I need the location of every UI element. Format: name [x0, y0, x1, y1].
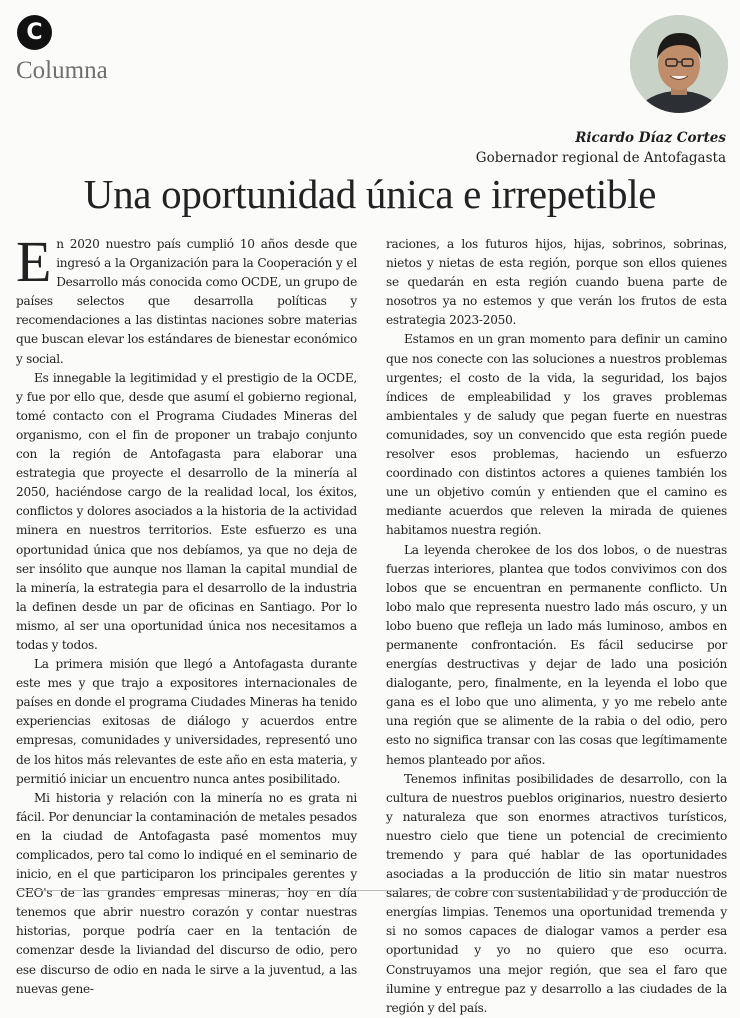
paragraph-text: n 2020 nuestro país cumplió 10 años desde que ingresó a la Organización para la Cooperación y el Desarrollo más conocida como OCDE, un grupo de países selectos que desarrolla políticas y recomendaciones a las distintas naciones sobre materias que buscan elevar los estándares de bienestar económico y social. — [16, 237, 357, 366]
column-badge-letter: C — [26, 20, 43, 45]
article-paragraph — [16, 229, 357, 369]
section-label: Columna — [16, 57, 108, 84]
author-portrait-icon — [630, 15, 728, 113]
article-paragraph: La primera misión que llegó a Antofagasta durante este mes y que trajo a expositores internacionales de países en donde el programa Ciudades Mineras ha tenido experiencias exitosas de diálogo y acuerdos entre empresas, comunidades y universidades, representó uno de los hitos más relevantes de este año en esta materia, y permitió iniciar un encuentro nunca antes posibilitado. — [16, 657, 357, 786]
drop-cap: E — [16, 229, 52, 294]
article-title: Una oportunidad única e irrepetible — [83, 171, 657, 217]
author-name: Ricardo Díaz Cortes — [575, 130, 726, 146]
author-byline — [476, 128, 726, 168]
article-column-right — [386, 235, 727, 1018]
article-paragraph: Es innegable la legitimidad y el prestigio de la OCDE, y fue por ello que, desde que asumí el gobierno regional, tomé contacto con el Programa Ciudades Mineras del organismo, con el fin de proponer un trabajo conjunto con la región de Antofagasta para elaborar una estrategia que proyecte el desarrollo de la minería al 2050, haciéndose cargo de la realidad local, los éxitos, conflictos y dolores asociados a la historia de la actividad minera en nuestros territorios. Este esfuerzo es una oportunidad única que nos debíamos, ya que no deja de ser insólito que aunque nos llaman la capital mundial de la minería, la estrategia para el desarrollo de la industria la definen desde un par de oficinas en Santiago. Por lo mismo, al ser una oportunidad única nos necesitamos a todas y todos. — [16, 370, 357, 652]
article-paragraph: raciones, a los futuros hijos, hijas, sobrinos, sobrinas, nietos y nietas de esta región, porque son ellos quienes se quedarán en esta región cuando buena parte de nosotros ya no estemos y que verán los frutos de esta estrategia 2023-2050. — [386, 237, 727, 328]
article-paragraph: Estamos en un gran momento para definir un camino que nos conecte con las soluciones a nuestros problemas urgentes; el costo de la vida, la seguridad, los bajos índices de empleabilidad y los graves problemas ambientales y de saludy que pegan fuerte en nuestras comunidades, soy un convencido que esta región puede resolver esos problemas, haciendo un esfuerzo coordinado con distintos actores a quienes también los une un objetivo común y entienden que el camino es mediante acuerdos que releven la mirada de quienes habitamos nuestra región. — [386, 332, 727, 538]
article-paragraph: Mi historia y relación con la minería no es grata ni fácil. Por denunciar la contaminación de metales pesados en la ciudad de Antofagasta pasé momentos muy complicados, pero tal como lo indiqué en el seminario de inicio, en el que participaron los principales gerentes y CEO's de las grandes empresas mineras, hoy en día tenemos que abrir nuestro corazón y contar nuestras historias, porque podría caer en la tentación de comenzar desde la liviandad del discurso de odio, pero ese discurso de odio en nada le sirve a la juventud, a las nuevas gene- — [16, 790, 357, 996]
bottom-divider — [16, 890, 726, 891]
article-paragraph: La leyenda cherokee de los dos lobos, o de nuestras fuerzas interiores, plantea que todos convivimos con dos lobos que se encuentran en permanente conflicto. Un lobo malo que representa nuestro lado más oscuro, y un lobo bueno que refleja un lado más luminoso, ambos en permanente confrontación. Es fácil seducirse por energías destructivas y dejar de lado una posición dialogante, pero, finalmente, en la leyenda el lobo que gana es el lobo que uno alimenta, y yo me rebelo ante una región que se alimente de la rabia o del odio, pero esto no significa transar con las cosas que legítimamente hemos planteado por años. — [386, 542, 727, 767]
author-photo — [630, 15, 728, 113]
article-paragraph: Tenemos infinitas posibilidades de desarrollo, con la cultura de nuestros pueblos originarios, nuestro desierto y naturaleza que son enormes atractivos turísticos, nuestro cielo que tiene un potencial de crecimiento tremendo y para qué hablar de las oportunidades asociadas a la producción de litio sin matar nuestros salares, de cobre con sustentabilidad y de producción de energías limpias. Tenemos una oportunidad tremenda y si no somos capaces de dialogar vamos a perder esa oportunidad y yo no quiero que eso ocurra. Construyamos una mejor región, que sea el faro que ilumine y entregue paz y desarrollo a las ciudades de la región y del país. — [386, 771, 727, 1015]
author-role: Gobernador regional de Antofagasta — [475, 150, 726, 166]
column-badge — [17, 15, 52, 50]
article-column-left — [16, 229, 357, 999]
